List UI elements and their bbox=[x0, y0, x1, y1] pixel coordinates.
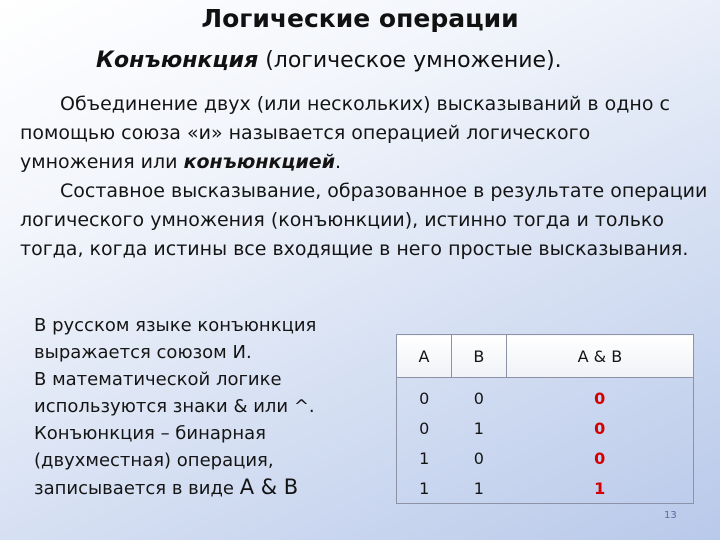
cell-b: 1 bbox=[473, 478, 484, 498]
truth-table-header-row bbox=[397, 335, 694, 378]
cell-result: 0 bbox=[594, 388, 606, 408]
paragraph-1-end: . bbox=[335, 151, 342, 173]
note-last-text: записывается в виде bbox=[34, 478, 240, 499]
note-line: В русском языке конъюнкция bbox=[34, 315, 317, 336]
cell-result: 0 bbox=[594, 448, 606, 468]
truth-table bbox=[396, 334, 694, 504]
header-a: А bbox=[397, 335, 452, 378]
cell-result: 0 bbox=[594, 418, 606, 438]
cell-a: 0 bbox=[419, 418, 430, 438]
slide-subtitle bbox=[96, 48, 562, 73]
definition-text bbox=[20, 90, 710, 264]
cell-result: 1 bbox=[594, 478, 606, 498]
paragraph-1-text: Объединение двух (или нескольких) высказываний в одно с помощью союза «и» называется операцией логического умножения или bbox=[20, 93, 670, 173]
paragraph-1-emphasis: конъюнкцией bbox=[183, 151, 336, 173]
note-line: выражается союзом И. bbox=[34, 342, 252, 363]
cell-a: 1 bbox=[419, 478, 430, 498]
definition-paragraph-2: Составное высказывание, образованное в результате операции логического умножения (конъюнкции), истинно тогда и только тогда, когда истины все входящие в него простые высказывания. bbox=[20, 180, 708, 260]
cell-a: 0 bbox=[419, 388, 430, 408]
table-row bbox=[397, 413, 694, 443]
header-a-and-b: А & В bbox=[506, 335, 693, 378]
slide-title: Логические операции bbox=[201, 4, 519, 33]
table-row bbox=[397, 443, 694, 473]
note-line-last bbox=[34, 474, 364, 502]
definition-paragraph-1 bbox=[20, 90, 710, 177]
note-line: В математической логике bbox=[34, 369, 282, 390]
cell-b: 1 bbox=[473, 418, 484, 438]
header-b: В bbox=[451, 335, 506, 378]
notes-text bbox=[34, 312, 364, 502]
note-formula: А & В bbox=[239, 475, 299, 499]
subtitle-rest: (логическое умножение). bbox=[258, 48, 562, 73]
cell-a: 1 bbox=[419, 448, 430, 468]
table-row bbox=[397, 473, 694, 504]
table-row bbox=[397, 378, 694, 414]
cell-b: 0 bbox=[473, 388, 484, 408]
page-number: 13 bbox=[664, 510, 677, 521]
subtitle-term: Конъюнкция bbox=[96, 48, 259, 73]
note-line: Конъюнкция – бинарная bbox=[34, 423, 266, 444]
note-line: используются знаки & или ^. bbox=[34, 396, 315, 417]
note-line: (двухместная) операция, bbox=[34, 450, 274, 471]
cell-b: 0 bbox=[473, 448, 484, 468]
